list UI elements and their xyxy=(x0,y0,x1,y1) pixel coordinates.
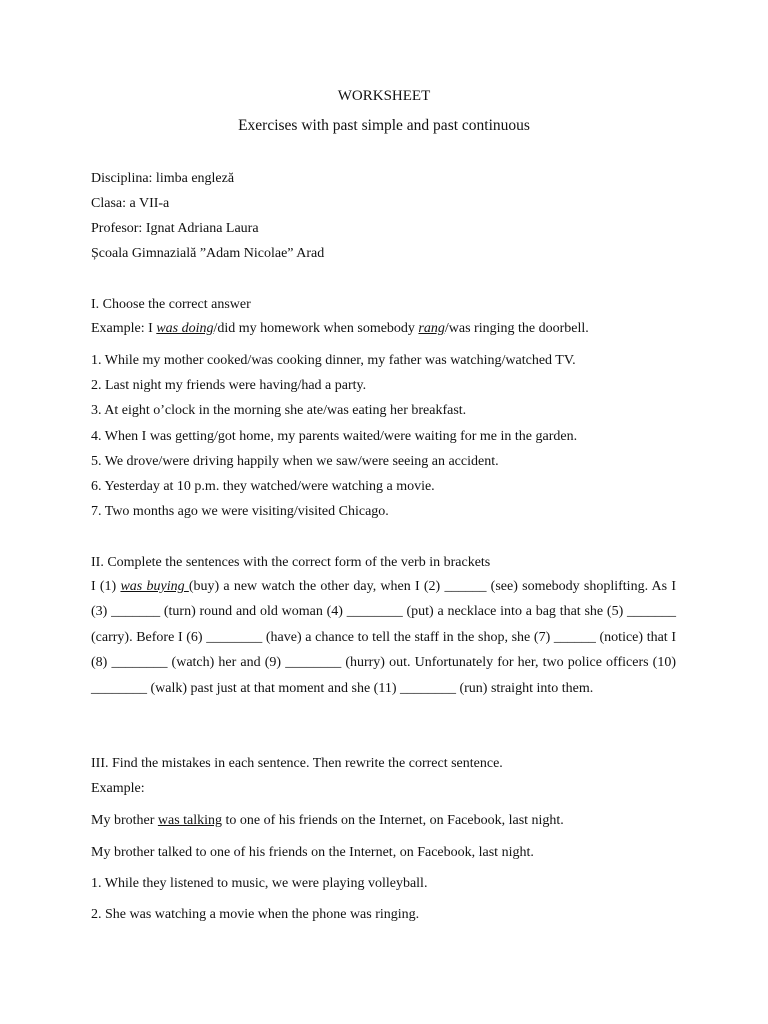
section1-item: 7. Two months ago we were visiting/visited Chicago. xyxy=(91,504,389,519)
section1-item: 1. While my mother cooked/was cooking dinner, my father was watching/watched TV. xyxy=(91,353,576,368)
section3-correct-sentence: My brother talked to one of his friends on the Internet, on Facebook, last night. xyxy=(91,845,534,860)
paragraph-rest: (buy) a new watch the other day, when I (2) ______ (see) somebody shoplifting. As I (3) _______ (turn) round and old woman (4) ________ (put) a necklace into a bag that she (5) _______ (carry). Before I (6) ________ (have) a chance to tell the staff in the shop, she (7) ______ (notice) that I (8) ________ (watch) her and (9) ________ (hurry) out. Unfortunately for her, two police officers (10) ________ (walk) past just at that moment and she (11) ________ (run) straight into them. xyxy=(91,579,676,696)
example-answer-2: rang xyxy=(418,321,445,336)
section1-item: 4. When I was getting/got home, my parents waited/were waiting for me in the garden. xyxy=(91,429,578,444)
section1-item: 6. Yesterday at 10 p.m. they watched/were watching a movie. xyxy=(91,479,435,494)
section3-heading: III. Find the mistakes in each sentence. Then rewrite the correct sentence. xyxy=(91,756,503,771)
wrong-prefix: My brother xyxy=(91,813,158,828)
section1-item: 3. At eight o’clock in the morning she ate/was eating her breakfast. xyxy=(91,403,467,418)
example-suffix: /was ringing the doorbell. xyxy=(444,321,589,336)
section3-item: 2. She was watching a movie when the phone was ringing. xyxy=(91,907,420,922)
teacher-line: Profesor: Ignat Adriana Laura xyxy=(91,221,259,236)
section1-example xyxy=(91,321,589,337)
section1-item: 5. We drove/were driving happily when we saw/were seeing an accident. xyxy=(91,454,499,469)
subject-line: Disciplina: limba engleză xyxy=(91,171,235,186)
example-prefix: Example: I xyxy=(91,321,157,336)
section1-heading: I. Choose the correct answer xyxy=(91,297,251,312)
worksheet-subtitle: Exercises with past simple and past continuous xyxy=(238,117,530,134)
section3-example-label: Example: xyxy=(91,781,145,796)
section3-wrong-sentence xyxy=(91,813,564,829)
paragraph-answer: was buying xyxy=(120,579,189,594)
wrong-suffix: to one of his friends on the Internet, on Facebook, last night. xyxy=(222,813,564,828)
example-answer-1: was doing xyxy=(156,321,214,336)
wrong-underlined: was talking xyxy=(157,813,223,828)
example-middle: /did my homework when somebody xyxy=(213,321,419,336)
school-line: Școala Gimnazială ”Adam Nicolae” Arad xyxy=(91,246,325,261)
class-line: Clasa: a VII-a xyxy=(91,196,170,211)
section3-item: 1. While they listened to music, we were playing volleyball. xyxy=(91,876,428,891)
worksheet-title: WORKSHEET xyxy=(337,88,431,104)
paragraph-start: I (1) xyxy=(91,579,121,594)
section1-item: 2. Last night my friends were having/had a party. xyxy=(91,378,367,393)
section2-heading: II. Complete the sentences with the correct form of the verb in brackets xyxy=(91,555,491,570)
section2-paragraph xyxy=(91,574,676,701)
